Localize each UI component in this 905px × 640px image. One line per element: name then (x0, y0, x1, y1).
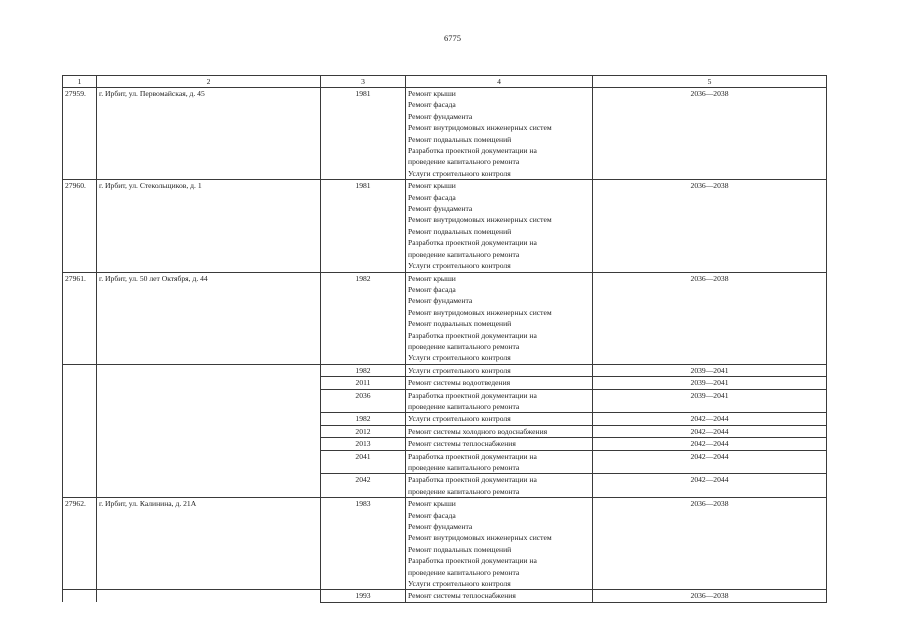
works-list (406, 377, 593, 389)
year: 2012 (321, 425, 406, 437)
record-number: 27960. (63, 180, 97, 272)
works-list (406, 438, 593, 450)
record-number: 27962. (63, 498, 97, 590)
table-row (63, 180, 827, 272)
year: 2036 (321, 389, 406, 413)
work-item: проведение капитального ремонта (408, 341, 520, 351)
work-item: Ремонт подвальных помещений (408, 134, 512, 144)
work-item: проведение капитального ремонта (408, 567, 520, 577)
record-number (63, 438, 97, 450)
table-row (63, 438, 827, 450)
work-item: Ремонт системы водоотведения (408, 378, 511, 388)
address (97, 389, 321, 413)
year: 1981 (321, 88, 406, 180)
table-row (63, 272, 827, 364)
work-item: Ремонт внутридомовых инженерных систем (408, 123, 552, 133)
year: 1983 (321, 498, 406, 590)
work-item: Ремонт крыши (408, 89, 456, 98)
year: 2013 (321, 438, 406, 450)
works-list (406, 450, 593, 474)
column-header: 5 (593, 76, 827, 88)
work-item: Разработка проектной документации на (408, 451, 537, 461)
work-item: Ремонт фасада (408, 192, 456, 202)
record-number (63, 389, 97, 413)
works-list (406, 474, 593, 498)
repair-period: 2042—2044 (593, 425, 827, 437)
repair-period: 2036—2038 (593, 590, 827, 602)
works-list (406, 590, 593, 602)
work-item: Ремонт внутридомовых инженерных систем (408, 307, 552, 317)
year: 1981 (321, 180, 406, 272)
address (97, 364, 321, 376)
works-list (406, 425, 593, 437)
repair-period: 2039—2041 (593, 377, 827, 389)
work-item: Ремонт крыши (408, 273, 456, 283)
address: г. Ирбит, ул. Первомайская, д. 45 (97, 88, 321, 180)
work-item: Ремонт системы теплоснабжения (408, 591, 516, 601)
record-number: 27959. (63, 88, 97, 180)
repair-period: 2036—2038 (593, 88, 827, 180)
page-number: 6775 (444, 33, 461, 43)
work-item: Разработка проектной документации на (408, 330, 537, 340)
repair-period: 2036—2038 (593, 272, 827, 364)
work-item: Услуги строительного контроля (408, 261, 511, 271)
record-number (63, 364, 97, 376)
work-item: проведение капитального ремонта (408, 249, 520, 259)
address (97, 425, 321, 437)
work-item: Ремонт системы теплоснабжения (408, 439, 516, 449)
address: г. Ирбит, ул. 50 лет Октября, д. 44 (97, 272, 321, 364)
record-number (63, 450, 97, 474)
table-row (63, 498, 827, 590)
works-list (406, 180, 593, 272)
work-item: Ремонт фундамента (408, 111, 473, 121)
work-item: Услуги строительного контроля (408, 579, 511, 589)
work-item: проведение капитального ремонта (408, 157, 520, 167)
work-item: Ремонт внутридомовых инженерных систем (408, 215, 552, 225)
works-list (406, 498, 593, 590)
table-body (63, 88, 827, 603)
address (97, 438, 321, 450)
work-item: Ремонт подвальных помещений (408, 544, 512, 554)
address: г. Ирбит, ул. Стекольщиков, д. 1 (97, 180, 321, 272)
table-header-row (63, 76, 827, 88)
column-header: 2 (97, 76, 321, 88)
work-item: Разработка проектной документации на (408, 556, 537, 566)
repair-period: 2039—2041 (593, 389, 827, 413)
table-row (63, 590, 827, 602)
address (97, 474, 321, 498)
address: г. Ирбит, ул. Калинина, д. 21А (97, 498, 321, 590)
work-item: проведение капитального ремонта (408, 486, 520, 496)
record-number (63, 377, 97, 389)
table-row (63, 377, 827, 389)
year: 2041 (321, 450, 406, 474)
work-item: Ремонт системы холодного водоснабжения (408, 426, 548, 436)
record-number: 27961. (63, 272, 97, 364)
table-row (63, 450, 827, 474)
capital-repair-table (62, 75, 827, 603)
repair-period: 2042—2044 (593, 474, 827, 498)
year: 2011 (321, 377, 406, 389)
repair-period: 2036—2038 (593, 498, 827, 590)
work-item: Услуги строительного контроля (408, 414, 511, 424)
table-row (63, 425, 827, 437)
year: 1982 (321, 413, 406, 425)
address (97, 450, 321, 474)
works-list (406, 364, 593, 376)
work-item: Ремонт фундамента (408, 296, 473, 306)
work-item: Разработка проектной документации на (408, 390, 537, 400)
table-row (63, 364, 827, 376)
works-list (406, 389, 593, 413)
work-item: Разработка проектной документации на (408, 475, 537, 485)
work-item: Услуги строительного контроля (408, 168, 511, 178)
work-item: Ремонт подвальных помещений (408, 226, 512, 236)
work-item: Ремонт фасада (408, 284, 456, 294)
address (97, 413, 321, 425)
repair-period: 2036—2038 (593, 180, 827, 272)
work-item: Разработка проектной документации на (408, 238, 537, 248)
column-header: 1 (63, 76, 97, 88)
year: 1982 (321, 272, 406, 364)
work-item: Ремонт фасада (408, 510, 456, 520)
repair-period: 2042—2044 (593, 438, 827, 450)
repair-period: 2039—2041 (593, 364, 827, 376)
work-item: Ремонт фундамента (408, 522, 473, 532)
works-list (406, 272, 593, 364)
column-header: 4 (406, 76, 593, 88)
table-row (63, 88, 827, 180)
work-item: Ремонт внутридомовых инженерных систем (408, 533, 552, 543)
record-number (63, 425, 97, 437)
works-list (406, 413, 593, 425)
work-item: Ремонт подвальных помещений (408, 319, 512, 329)
repair-period: 2042—2044 (593, 413, 827, 425)
record-number (63, 590, 97, 602)
column-header: 3 (321, 76, 406, 88)
address (97, 377, 321, 389)
work-item: проведение капитального ремонта (408, 401, 520, 411)
record-number (63, 413, 97, 425)
table-row (63, 474, 827, 498)
work-item: Ремонт фасада (408, 100, 456, 110)
address (97, 590, 321, 602)
table-row (63, 389, 827, 413)
work-item: Ремонт крыши (408, 499, 456, 509)
work-item: Ремонт крыши (408, 181, 456, 191)
year: 2042 (321, 474, 406, 498)
work-item: Разработка проектной документации на (408, 146, 537, 156)
work-item: Услуги строительного контроля (408, 353, 511, 363)
year: 1993 (321, 590, 406, 602)
record-number (63, 474, 97, 498)
work-item: Услуги строительного контроля (408, 365, 511, 375)
work-item: проведение капитального ремонта (408, 463, 520, 472)
table-row (63, 413, 827, 425)
work-item: Ремонт фундамента (408, 204, 473, 214)
repair-period: 2042—2044 (593, 450, 827, 474)
year: 1982 (321, 364, 406, 376)
works-list (406, 88, 593, 180)
